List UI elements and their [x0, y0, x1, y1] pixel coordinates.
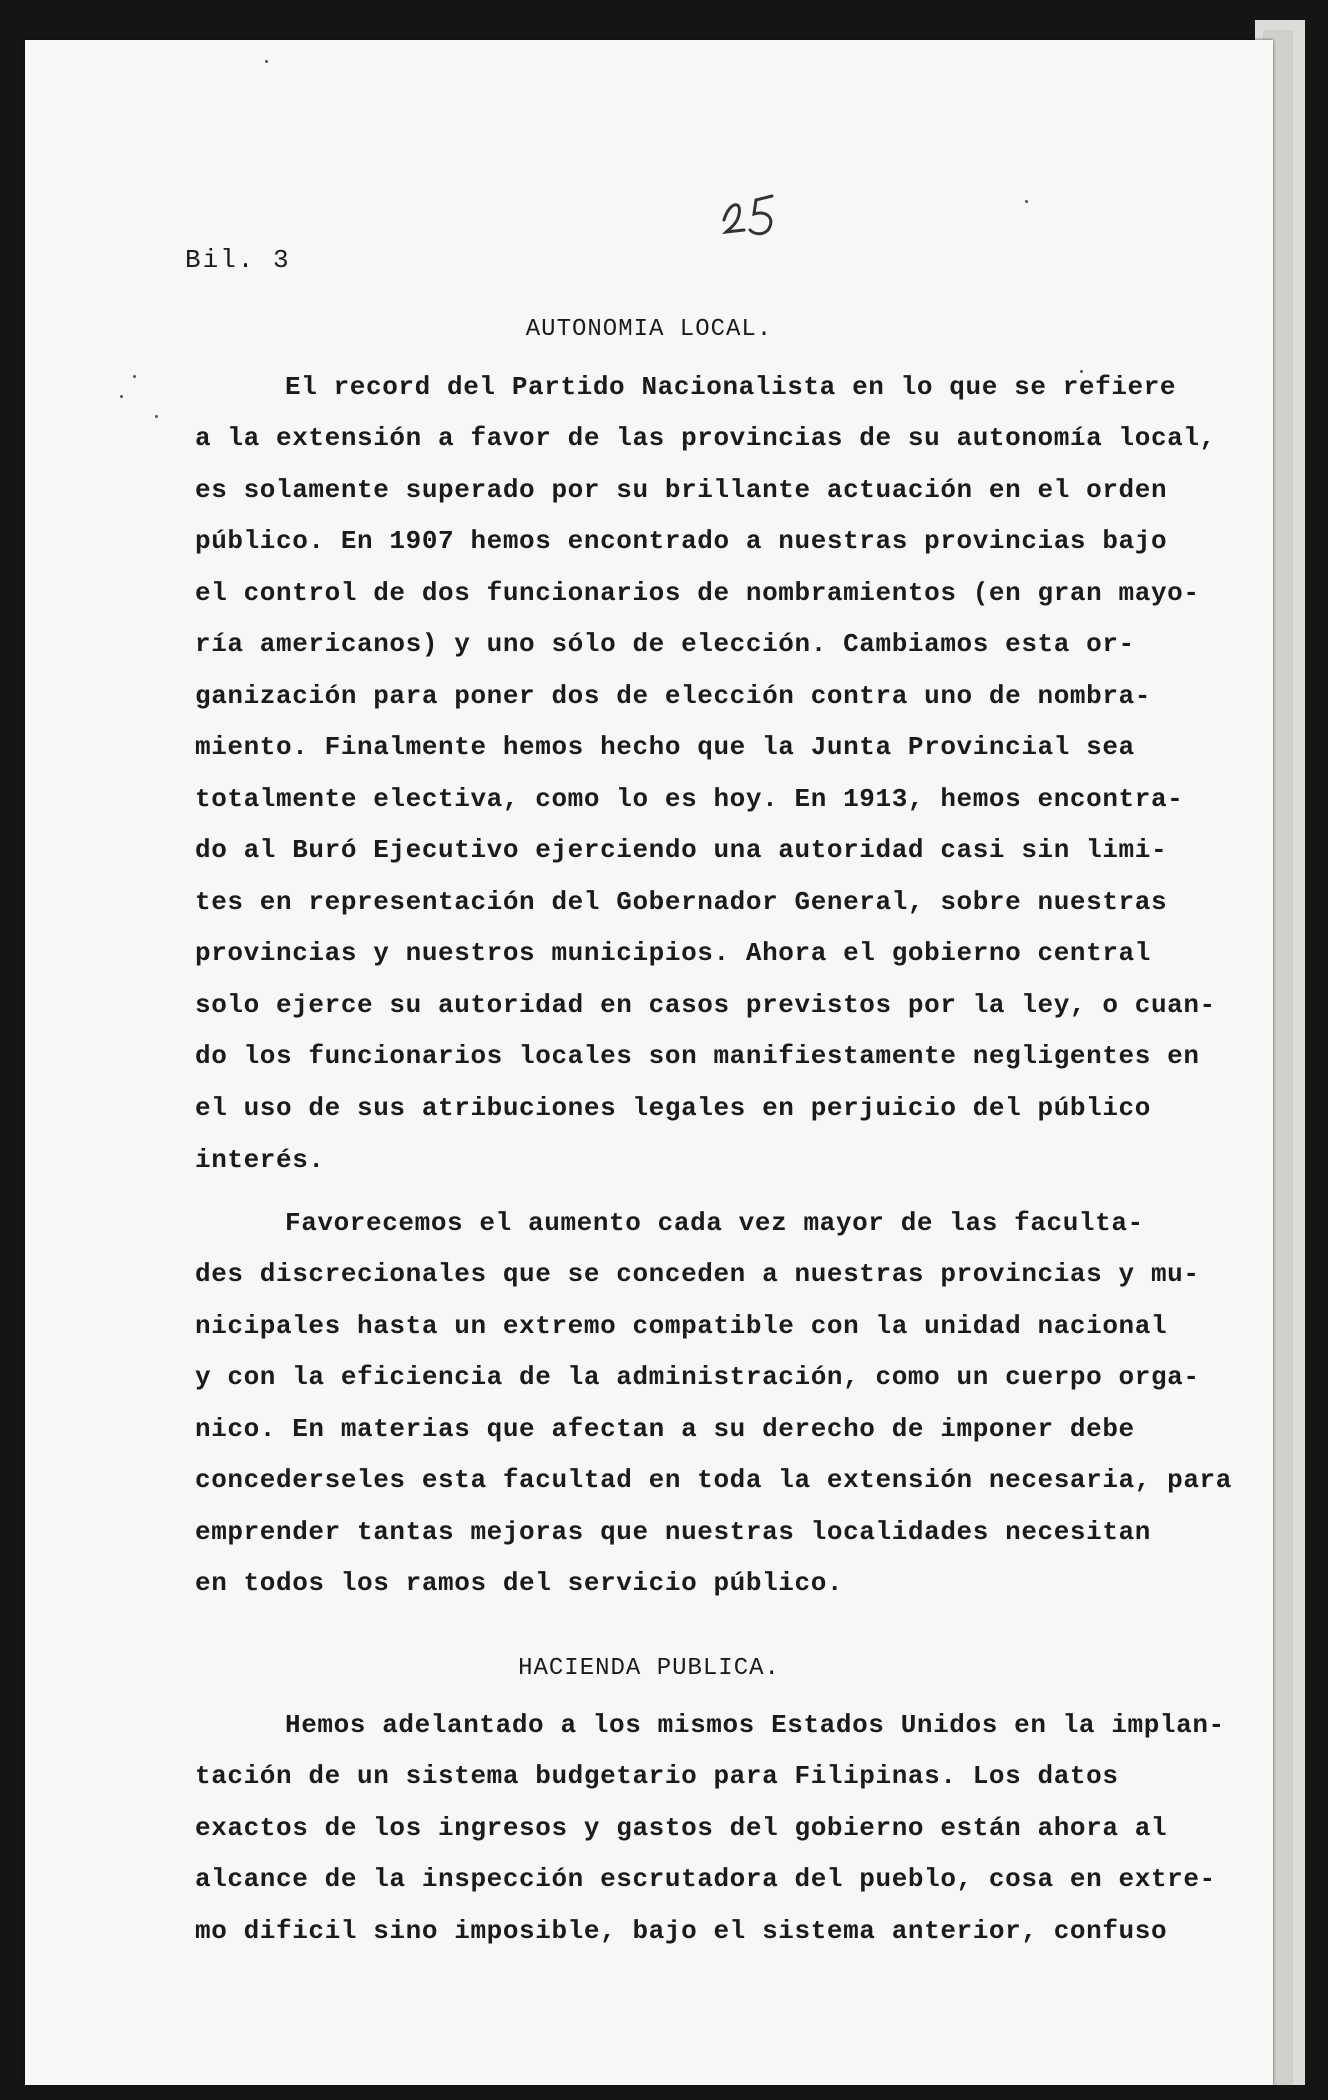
handwritten-page-number — [720, 190, 790, 240]
paper-speck — [1025, 200, 1028, 203]
text-line: miento. Finalmente hemos hecho que la Junta Provincial sea — [195, 732, 1135, 762]
text-line: El record del Partido Nacionalista en lo que se refiere — [285, 372, 1177, 402]
text-line: Favorecemos el aumento cada vez mayor de las faculta- — [285, 1208, 1144, 1238]
section-heading-hacienda: HACIENDA PUBLICA. — [518, 1655, 780, 1682]
text-line: tes en representación del Gobernador General, sobre nuestras — [195, 887, 1168, 917]
text-line: mo dificil sino imposible, bajo el sistema anterior, confuso — [195, 1916, 1168, 1946]
text-line: solo ejerce su autoridad en casos previstos por la ley, o cuan- — [195, 990, 1216, 1020]
text-line: interés. — [195, 1145, 325, 1175]
text-line: ganización para poner dos de elección contra uno de nombra- — [195, 681, 1151, 711]
text-line: el uso de sus atribuciones legales en perjuicio del público — [195, 1093, 1151, 1123]
text-line: nico. En materias que afectan a su derecho de imponer debe — [195, 1414, 1135, 1444]
text-line: nicipales hasta un extremo compatible con la unidad nacional — [195, 1311, 1168, 1341]
paper-speck — [155, 415, 158, 418]
paper-speck — [265, 60, 268, 63]
text-line: provincias y nuestros municipios. Ahora el gobierno central — [195, 938, 1151, 968]
section-heading-autonomia: AUTONOMIA LOCAL. — [525, 316, 773, 343]
text-line: público. En 1907 hemos encontrado a nuestras provincias bajo — [195, 526, 1168, 556]
paper-speck — [133, 375, 136, 378]
text-line: exactos de los ingresos y gastos del gobierno están ahora al — [195, 1813, 1168, 1843]
text-line: totalmente electiva, como lo es hoy. En 1913, hemos encontra- — [195, 784, 1184, 814]
text-line: des discrecionales que se conceden a nuestras provincias y mu- — [195, 1259, 1200, 1289]
text-line: do los funcionarios locales son manifiestamente negligentes en — [195, 1041, 1200, 1071]
text-line: en todos los ramos del servicio público. — [195, 1568, 844, 1598]
text-line: do al Buró Ejecutivo ejerciendo una autoridad casi sin limi- — [195, 835, 1168, 865]
text-line: es solamente superado por su brillante actuación en el orden — [195, 475, 1168, 505]
text-line: y con la eficiencia de la administración, como un cuerpo orga- — [195, 1362, 1200, 1392]
text-line: a la extensión a favor de las provincias de su autonomía local, — [195, 423, 1216, 453]
text-line: el control de dos funcionarios de nombramientos (en gran mayo- — [195, 578, 1200, 608]
document-reference: Bil. 3 — [185, 245, 291, 275]
paper-speck — [120, 395, 123, 398]
text-line: emprender tantas mejoras que nuestras localidades necesitan — [195, 1517, 1151, 1547]
text-line: alcance de la inspección escrutadora del pueblo, cosa en extre- — [195, 1864, 1216, 1894]
text-line: concederseles esta facultad en toda la extensión necesaria, para — [195, 1465, 1232, 1495]
text-line: ría americanos) y uno sólo de elección. Cambiamos esta or- — [195, 629, 1135, 659]
text-line: tación de un sistema budgetario para Filipinas. Los datos — [195, 1761, 1119, 1791]
text-line: Hemos adelantado a los mismos Estados Unidos en la implan- — [285, 1710, 1225, 1740]
